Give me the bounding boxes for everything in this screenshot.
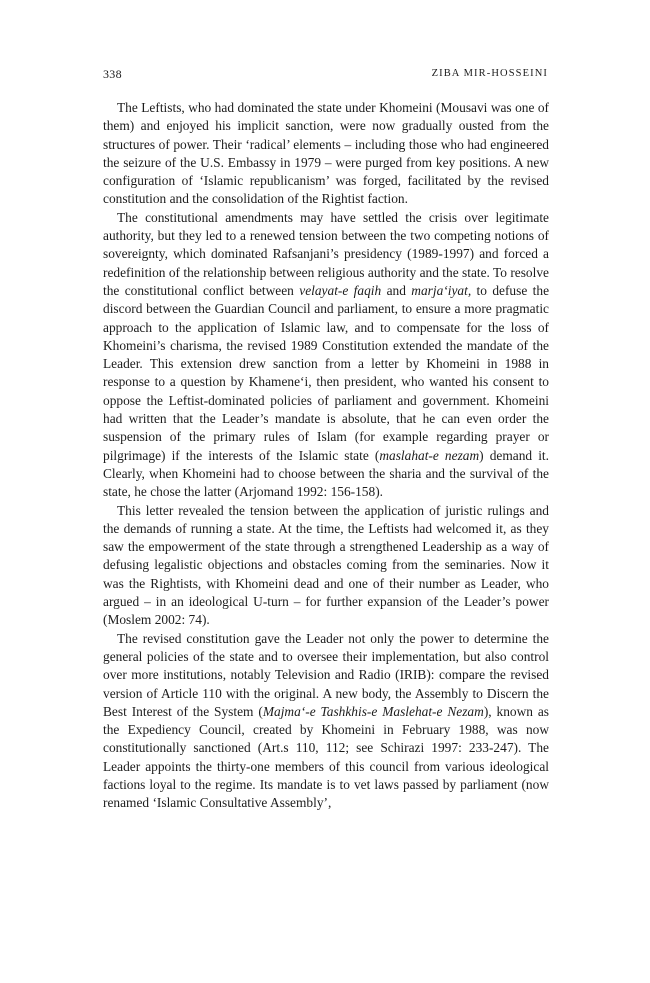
text-run: and: [381, 282, 412, 298]
text-run: The constitutional amendments may have settled the crisis over legitimate authority, but they led to a renewed tension between the two competing notions of sovereignty, which dominated Rafsanjani’s presidency (1989-1997) and forced a redefinition of the relationship between religious authority and the state. To resolve the constitutional conflict between: [103, 209, 549, 298]
paragraph-4: [103, 630, 549, 813]
paragraph-3: [103, 502, 549, 630]
text-run: ), known as the Expediency Council, created by Khomeini in February 1988, was now constitutionally sanctioned (Art.s 110, 112; see Schirazi 1997: 233-247). The Leader appoints the thirty-one members of this council from various ideological factions loyal to the regime. Its mandate is to vet laws passed by parliament (now renamed ‘Islamic Consultative Assembly’,: [103, 703, 550, 811]
paragraph-1: [103, 99, 549, 209]
text-run: The revised constitution gave the Leader not only the power to determine the general policies of the state and to oversee their implementation, but also control over more institutions, notably Television and Radio (IRIB): compare the revised version of Article 110 with the original. A new body, the Assembly to Discern the Best Interest of the System (: [103, 630, 549, 719]
italic-term: marja‘iyat,: [411, 282, 472, 298]
text-run: This letter revealed the tension between the application of juristic rulings and the demands of running a state. At the time, the Leftists had welcomed it, as they saw the empowerment of the state through a strengthened Leadership as a way of defusing legalistic objections and obstacles coming from the seminaries. Now it was the Rightists, with Khomeini dead and one of their number as Leader, who argued – in an ideological U-turn – for further expansion of the Leader’s power (Moslem 2002: 74).: [103, 502, 549, 628]
italic-term: maslahat-e nezam: [379, 447, 480, 463]
text-run: ) demand it. Clearly, when Khomeini had to choose between the sharia and the survival of the state, he chose the latter (Arjomand 1992: 156-158).: [103, 447, 549, 500]
text-run: The Leftists, who had dominated the state under Khomeini (Mousavi was one of them) and enjoyed his implicit sanction, were now gradually ousted from the structures of power. Their ‘radical’ elements – including those who had engineered the seizure of the U.S. Embassy in 1979 – were purged from key positions. A new configuration of ‘Islamic republicanism’ was forged, facilitated by the revised constitution and the consolidation of the Rightist faction.: [103, 100, 549, 207]
italic-term: Majma‘-e Tashkhis-e Maslehat-e Nezam: [262, 703, 484, 719]
paragraph-2: [103, 209, 549, 502]
page-number: 338: [103, 67, 122, 81]
running-head: ZIBA MIR-HOSSEINI: [431, 68, 548, 79]
text-run: to defuse the discord between the Guardian Council and parliament, to ensure a more pragmatic approach to the application of Islamic law, and to compensate for the loss of Khomeini’s charisma, the revised 1989 Constitution extended the mandate of the Leader. This extension drew sanction from a letter by Khomeini in 1988 in response to a question by Khamene‘i, then president, who wanted his consent to oppose the Leftist-dominated policies of parliament and government. Khomeini had written that the Leader’s mandate is absolute, that he can even order the suspension of the primary rules of Islam (for example regarding prayer or pilgrimage) if the interests of the Islamic state (: [103, 282, 550, 463]
body-text: [103, 99, 549, 813]
italic-term: velayat-e faqih: [299, 282, 382, 298]
